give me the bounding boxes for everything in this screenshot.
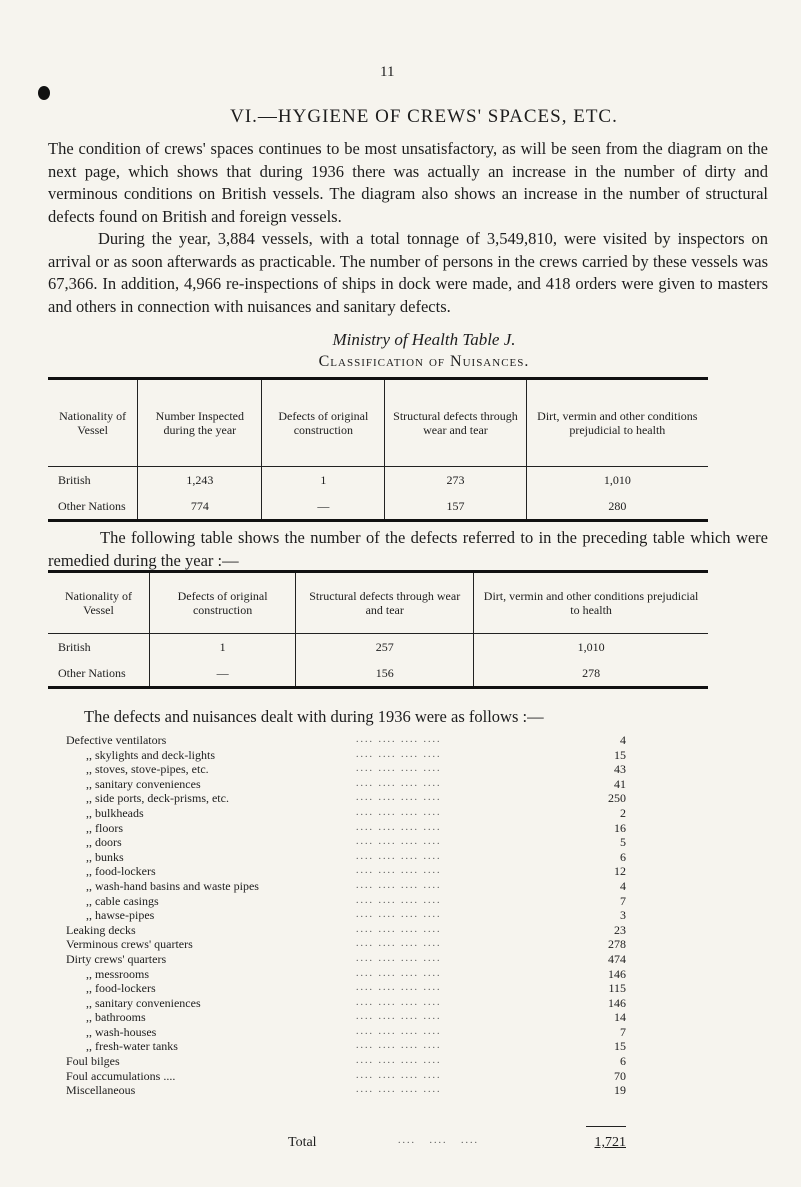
list-item-label: Dirty crews' quarters bbox=[66, 951, 167, 966]
list-item-label: ,, floors bbox=[86, 820, 123, 835]
list-item-label: ,, sanitary conveniences bbox=[86, 776, 201, 791]
list-item-value: 6 bbox=[620, 849, 626, 864]
table-header: Number Inspected during the year bbox=[138, 379, 262, 467]
bullet-dot-icon bbox=[38, 86, 50, 100]
list-item-value: 474 bbox=[608, 951, 626, 966]
list-item bbox=[66, 1039, 626, 1054]
leader-dots: .... .... .... .... bbox=[356, 792, 442, 804]
leader-dots: .... .... .... .... bbox=[356, 821, 442, 833]
leader-dots: .... .... .... .... bbox=[356, 1040, 442, 1052]
list-item bbox=[66, 981, 626, 996]
list-item-label: ,, skylights and deck-lights bbox=[86, 747, 215, 762]
table-cell: 257 bbox=[296, 634, 474, 661]
leader-dots: .... .... .... .... bbox=[356, 777, 442, 789]
list-item bbox=[66, 952, 626, 967]
leader-dots: .... .... .... .... bbox=[356, 1069, 442, 1081]
list-item-value: 15 bbox=[614, 747, 626, 762]
list-item-label: Verminous crews' quarters bbox=[66, 937, 193, 952]
list-item-value: 7 bbox=[620, 1024, 626, 1039]
leader-dots: .... .... .... .... bbox=[356, 1055, 442, 1067]
list-item bbox=[66, 894, 626, 909]
list-item-label: Defective ventilators bbox=[66, 733, 167, 747]
table-cell: 1,010 bbox=[474, 634, 708, 661]
table-cell: — bbox=[149, 660, 295, 688]
table-row bbox=[48, 634, 708, 661]
paragraph-2: During the year, 3,884 vessels, with a total tonnage of 3,549,810, were visited by inspectors on arrival or as soon afterwards as practicable. The number of persons in the crews carried by these vessels was 67,366. In addition, 4,966 re-inspections of ships in dock were made, and 418 orders were given to masters and others in connection with nuisances and sanitary defects. bbox=[48, 229, 768, 316]
list-item-value: 14 bbox=[614, 1010, 626, 1025]
table-header: Defects of original construction bbox=[149, 572, 295, 634]
list-item bbox=[66, 1069, 626, 1084]
leader-dots: .... .... .... .... bbox=[356, 1011, 442, 1023]
table-cell: Other Nations bbox=[58, 498, 126, 513]
list-item-value: 43 bbox=[614, 762, 626, 777]
section-heading: VI.—HYGIENE OF CREWS' SPACES, ETC. bbox=[230, 106, 618, 127]
list-item-label: ,, messrooms bbox=[86, 966, 149, 981]
list-item bbox=[66, 1025, 626, 1040]
list-item bbox=[66, 835, 626, 850]
list-item-value: 6 bbox=[620, 1054, 626, 1069]
list-item-value: 23 bbox=[614, 922, 626, 937]
table-header: Dirt, vermin and other conditions prejudicial to health bbox=[474, 572, 708, 634]
leader-dots: .... .... .... .... bbox=[356, 1025, 442, 1037]
table-cell: 1,243 bbox=[138, 467, 262, 494]
paragraph-4: The defects and nuisances dealt with during 1936 were as follows :— bbox=[84, 707, 544, 726]
defects-list bbox=[66, 733, 626, 1098]
list-item-value: 12 bbox=[614, 864, 626, 879]
table-cell: British bbox=[58, 639, 91, 654]
table-row bbox=[48, 493, 708, 521]
list-item-value: 115 bbox=[608, 981, 626, 996]
list-item-label: Leaking decks bbox=[66, 922, 136, 937]
leader-dots: .... .... .... .... bbox=[356, 952, 442, 964]
list-item bbox=[66, 748, 626, 763]
list-item-value: 2 bbox=[620, 805, 626, 820]
list-item bbox=[66, 879, 626, 894]
page-number: 11 bbox=[380, 64, 395, 80]
list-item-value: 146 bbox=[608, 995, 626, 1010]
table-cell: 278 bbox=[474, 660, 708, 688]
leader-dots: .... .... .... .... bbox=[356, 879, 442, 891]
list-item-label: ,, wash-houses bbox=[86, 1024, 157, 1039]
remedied-defects-table bbox=[48, 570, 708, 689]
list-item-label: ,, hawse-pipes bbox=[86, 908, 155, 923]
table-header: Nationality of Vessel bbox=[48, 379, 138, 467]
list-item bbox=[66, 1010, 626, 1025]
leader-dots: .... .... .... .... bbox=[356, 967, 442, 979]
list-item-label: ,, sanitary conveniences bbox=[86, 995, 201, 1010]
table-subtitle: Classification of Nuisances. bbox=[318, 353, 530, 370]
leader-dots: .... .... .... .... bbox=[356, 734, 442, 745]
list-item-value: 5 bbox=[620, 835, 626, 850]
list-item-label: Foul bilges bbox=[66, 1054, 120, 1069]
list-item bbox=[66, 1054, 626, 1069]
leader-dots: .... .... .... .... bbox=[356, 982, 442, 994]
list-item-value: 250 bbox=[608, 791, 626, 806]
total-label: Total bbox=[288, 1135, 317, 1150]
leader-dots: .... .... .... .... bbox=[356, 909, 442, 921]
list-item bbox=[66, 1083, 626, 1098]
table-cell: 774 bbox=[138, 493, 262, 521]
list-item-label: Foul accumulations .... bbox=[66, 1068, 176, 1083]
list-item bbox=[66, 777, 626, 792]
list-item-value: 7 bbox=[620, 893, 626, 908]
table-cell: British bbox=[58, 472, 91, 487]
leader-dots: .... .... .... .... bbox=[356, 923, 442, 935]
leader-dots: .... .... .... .... bbox=[356, 894, 442, 906]
leader-dots: .... .... .... .... bbox=[356, 763, 442, 775]
list-item bbox=[66, 908, 626, 923]
list-item-label: ,, stoves, stove-pipes, etc. bbox=[86, 762, 209, 777]
leader-dots: .... .... .... .... bbox=[356, 850, 442, 862]
list-item-label: ,, food-lockers bbox=[86, 981, 156, 996]
list-item-value: 3 bbox=[620, 908, 626, 923]
table-cell: 156 bbox=[296, 660, 474, 688]
list-item bbox=[66, 864, 626, 879]
list-item bbox=[66, 821, 626, 836]
leader-dots: .... .... .... .... bbox=[356, 1084, 442, 1096]
list-item-value: 15 bbox=[614, 1039, 626, 1054]
table-cell: Other Nations bbox=[58, 665, 126, 680]
table-header: Structural defects through wear and tear bbox=[385, 379, 526, 467]
list-item-label: ,, bulkheads bbox=[86, 805, 144, 820]
table-header: Nationality of Vessel bbox=[48, 572, 149, 634]
paragraph-3: The following table shows the number of the defects referred to in the preceding table which were remedied during the year :— bbox=[48, 528, 768, 570]
list-item bbox=[66, 967, 626, 982]
list-item bbox=[66, 937, 626, 952]
list-item-label: ,, side ports, deck-prisms, etc. bbox=[86, 791, 229, 806]
nuisances-table bbox=[48, 377, 708, 522]
list-item bbox=[66, 850, 626, 865]
list-item bbox=[66, 806, 626, 821]
list-item-label: ,, fresh-water tanks bbox=[86, 1039, 178, 1054]
list-item bbox=[66, 762, 626, 777]
table-header: Defects of original construction bbox=[262, 379, 385, 467]
total-rule bbox=[586, 1126, 626, 1127]
table-cell: — bbox=[262, 493, 385, 521]
list-item bbox=[66, 923, 626, 938]
table-cell: 280 bbox=[526, 493, 708, 521]
list-item-value: 19 bbox=[614, 1083, 626, 1098]
list-item-label: ,, food-lockers bbox=[86, 864, 156, 879]
leader-dots: .... .... .... .... bbox=[356, 865, 442, 877]
list-item-value: 4 bbox=[620, 878, 626, 893]
leader-dots: .... .... .... .... bbox=[356, 938, 442, 950]
list-item-label: ,, wash-hand basins and waste pipes bbox=[86, 878, 259, 893]
table-cell: 273 bbox=[385, 467, 526, 494]
list-item bbox=[66, 733, 626, 748]
table-cell: 1,010 bbox=[526, 467, 708, 494]
list-item-label: ,, bathrooms bbox=[86, 1010, 146, 1025]
table-cell: 1 bbox=[262, 467, 385, 494]
table-header: Structural defects through wear and tear bbox=[296, 572, 474, 634]
total-value: 1,721 bbox=[594, 1135, 626, 1150]
leader-dots: .... .... .... .... bbox=[356, 748, 442, 760]
table-row bbox=[48, 467, 708, 494]
table-cell: 157 bbox=[385, 493, 526, 521]
leader-dots: .... .... .... .... bbox=[356, 806, 442, 818]
list-item-value: 70 bbox=[614, 1068, 626, 1083]
list-item-label: Miscellaneous bbox=[66, 1083, 136, 1098]
leader-dots: .... .... .... .... bbox=[356, 836, 442, 848]
leader-dots: .... .... .... bbox=[398, 1135, 479, 1146]
table-row bbox=[48, 660, 708, 688]
list-item bbox=[66, 996, 626, 1011]
list-item-value: 278 bbox=[608, 937, 626, 952]
table-header: Dirt, vermin and other conditions prejudicial to health bbox=[526, 379, 708, 467]
list-item-label: ,, cable casings bbox=[86, 893, 159, 908]
list-item-label: ,, bunks bbox=[86, 849, 124, 864]
list-item-label: ,, doors bbox=[86, 835, 122, 850]
list-item bbox=[66, 791, 626, 806]
table-title: Ministry of Health Table J. bbox=[332, 330, 516, 349]
table-cell: 1 bbox=[149, 634, 295, 661]
paragraph-1: The condition of crews' spaces continues to be most unsatisfactory, as will be seen from the diagram on the next page, which shows that during 1936 there was actually an increase in the number of dirty and verminous conditions on British vessels. The diagram also shows an increase in the number of structural defects found on British and foreign vessels. bbox=[48, 139, 768, 226]
list-item-value: 146 bbox=[608, 966, 626, 981]
list-item-value: 16 bbox=[614, 820, 626, 835]
list-item-value: 41 bbox=[614, 776, 626, 791]
leader-dots: .... .... .... .... bbox=[356, 996, 442, 1008]
list-item-value: 4 bbox=[620, 733, 626, 747]
